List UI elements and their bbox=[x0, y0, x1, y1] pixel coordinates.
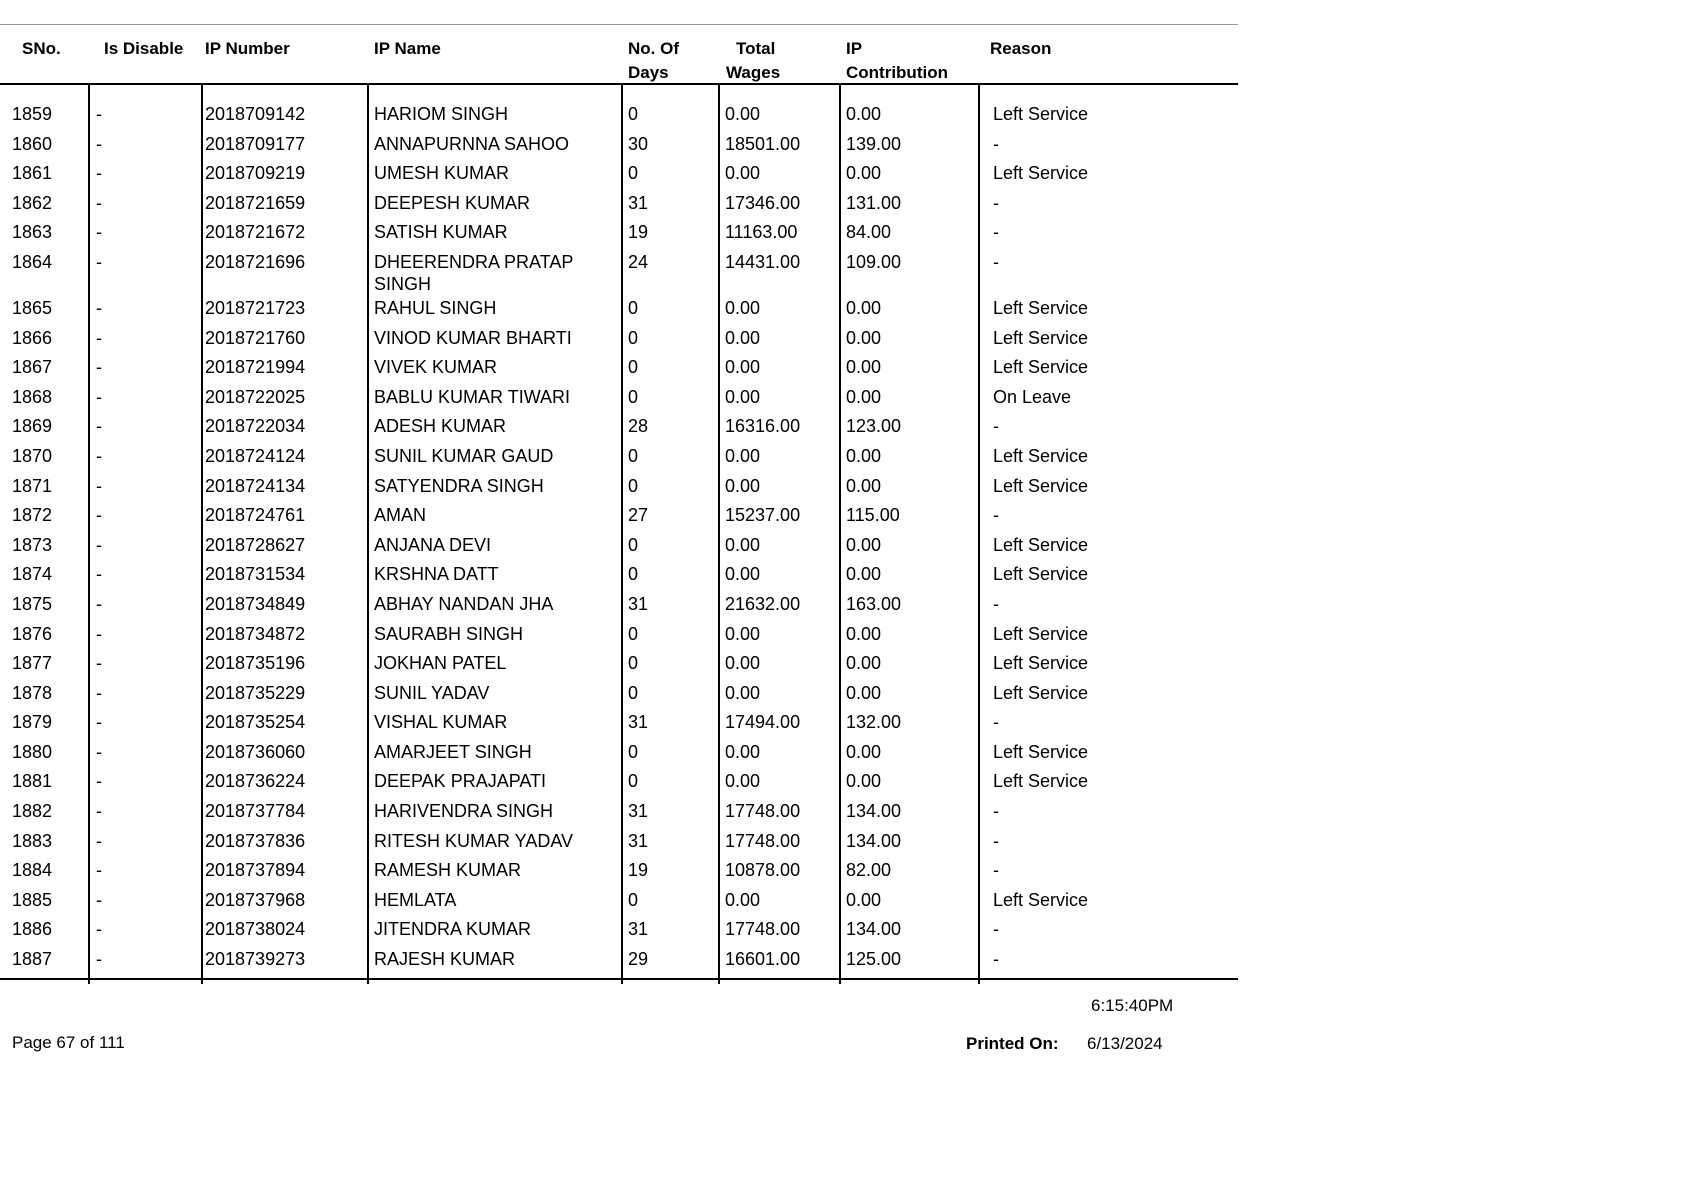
cell-sno: 1860 bbox=[12, 133, 53, 154]
cell-sno: 1867 bbox=[12, 357, 53, 378]
table-row bbox=[0, 162, 1238, 192]
cell-wages: 17748.00 bbox=[725, 919, 801, 940]
cell-contribution: 0.00 bbox=[846, 682, 882, 703]
table-row bbox=[0, 192, 1238, 222]
cell-wages: 10878.00 bbox=[725, 860, 801, 881]
cell-ip-name: VINOD KUMAR BHARTI bbox=[374, 327, 572, 348]
cell-ip-name: RAMESH KUMAR bbox=[374, 860, 522, 881]
cell-days: 0 bbox=[628, 534, 639, 555]
cell-wages: 0.00 bbox=[725, 104, 761, 124]
cell-wages: 0.00 bbox=[725, 653, 761, 674]
cell-contribution: 0.00 bbox=[846, 623, 882, 644]
cell-is-disable: - bbox=[96, 623, 102, 644]
table-row bbox=[0, 504, 1238, 534]
table-row bbox=[0, 221, 1238, 251]
cell-is-disable: - bbox=[96, 357, 102, 378]
cell-sno: 1861 bbox=[12, 163, 53, 184]
cell-ip-number: 2018724124 bbox=[205, 445, 306, 466]
table-row bbox=[0, 623, 1238, 653]
cell-days: 0 bbox=[628, 327, 639, 348]
cell-contribution: 125.00 bbox=[846, 949, 902, 970]
cell-contribution: 139.00 bbox=[846, 133, 902, 154]
cell-reason: Left Service bbox=[993, 357, 1089, 378]
cell-contribution: 163.00 bbox=[846, 593, 902, 614]
table-row bbox=[0, 356, 1238, 386]
cell-wages: 0.00 bbox=[725, 357, 761, 378]
table-row bbox=[0, 711, 1238, 741]
cell-ip-number: 2018724761 bbox=[205, 505, 306, 526]
cell-reason: - bbox=[993, 860, 999, 881]
cell-ip-name: SUNIL YADAV bbox=[374, 682, 490, 703]
header-ip-name: IP Name bbox=[374, 39, 441, 58]
cell-wages: 0.00 bbox=[725, 297, 761, 318]
header-is-disable: Is Disable bbox=[104, 39, 184, 58]
table-row bbox=[0, 652, 1238, 682]
cell-wages: 21632.00 bbox=[725, 593, 801, 614]
cell-reason: Left Service bbox=[993, 163, 1089, 184]
cell-reason: Left Service bbox=[993, 475, 1089, 496]
header-ip-contribution bbox=[846, 25, 948, 85]
cell-days: 31 bbox=[628, 192, 649, 213]
cell-reason: Left Service bbox=[993, 771, 1089, 792]
cell-reason: - bbox=[993, 830, 999, 851]
cell-reason: Left Service bbox=[993, 104, 1089, 124]
cell-sno: 1875 bbox=[12, 593, 53, 614]
cell-sno: 1863 bbox=[12, 222, 53, 243]
cell-sno: 1869 bbox=[12, 416, 53, 437]
header-reason: Reason bbox=[990, 39, 1052, 58]
header-days-line1: No. Of bbox=[628, 39, 679, 58]
printed-on-label: Printed On: bbox=[966, 1034, 1059, 1053]
cell-reason: - bbox=[993, 222, 999, 243]
cell-ip-number: 2018737968 bbox=[205, 889, 306, 910]
cell-days: 0 bbox=[628, 357, 639, 378]
cell-reason: Left Service bbox=[993, 889, 1089, 910]
cell-wages: 0.00 bbox=[725, 445, 761, 466]
cell-wages: 0.00 bbox=[725, 889, 761, 910]
cell-is-disable: - bbox=[96, 133, 102, 154]
cell-days: 0 bbox=[628, 682, 639, 703]
cell-is-disable: - bbox=[96, 593, 102, 614]
cell-sno: 1876 bbox=[12, 623, 53, 644]
cell-sno: 1864 bbox=[12, 251, 53, 272]
cell-days: 28 bbox=[628, 416, 649, 437]
cell-contribution: 132.00 bbox=[846, 712, 902, 733]
cell-days: 24 bbox=[628, 251, 649, 272]
cell-ip-number: 2018721672 bbox=[205, 222, 306, 243]
cell-contribution: 84.00 bbox=[846, 222, 892, 243]
cell-ip-number: 2018734872 bbox=[205, 623, 306, 644]
cell-contribution: 134.00 bbox=[846, 919, 902, 940]
cell-days: 0 bbox=[628, 163, 639, 184]
cell-is-disable: - bbox=[96, 771, 102, 792]
cell-reason: Left Service bbox=[993, 653, 1089, 674]
cell-sno: 1879 bbox=[12, 712, 53, 733]
cell-ip-number: 2018721659 bbox=[205, 192, 306, 213]
cell-contribution: 134.00 bbox=[846, 801, 902, 822]
cell-reason: Left Service bbox=[993, 682, 1089, 703]
cell-reason: - bbox=[993, 801, 999, 822]
cell-ip-name: SUNIL KUMAR GAUD bbox=[374, 445, 554, 466]
cell-days: 0 bbox=[628, 104, 639, 124]
table-row bbox=[0, 682, 1238, 712]
table-row bbox=[0, 475, 1238, 505]
header-days-line2: Days bbox=[628, 63, 669, 82]
cell-wages: 16316.00 bbox=[725, 416, 801, 437]
cell-wages: 0.00 bbox=[725, 534, 761, 555]
cell-ip-name: VIVEK KUMAR bbox=[374, 357, 498, 378]
cell-reason: Left Service bbox=[993, 297, 1089, 318]
cell-contribution: 0.00 bbox=[846, 653, 882, 674]
cell-ip-name: SATYENDRA SINGH bbox=[374, 475, 544, 496]
cell-reason: - bbox=[993, 593, 999, 614]
cell-ip-number: 2018739273 bbox=[205, 949, 306, 970]
cell-sno: 1877 bbox=[12, 653, 53, 674]
cell-reason: - bbox=[993, 949, 999, 970]
cell-sno: 1880 bbox=[12, 741, 53, 762]
cell-days: 0 bbox=[628, 475, 639, 496]
cell-ip-name: HARIOM SINGH bbox=[374, 104, 509, 124]
cell-contribution: 0.00 bbox=[846, 357, 882, 378]
cell-wages: 0.00 bbox=[725, 741, 761, 762]
table-row bbox=[0, 918, 1238, 948]
header-ip-number: IP Number bbox=[205, 39, 290, 58]
cell-ip-name: SAURABH SINGH bbox=[374, 623, 524, 644]
cell-ip-name: AMARJEET SINGH bbox=[374, 741, 532, 762]
cell-days: 0 bbox=[628, 564, 639, 585]
cell-is-disable: - bbox=[96, 860, 102, 881]
cell-sno: 1871 bbox=[12, 475, 53, 496]
table-row bbox=[0, 251, 1238, 297]
cell-ip-number: 2018735196 bbox=[205, 653, 306, 674]
cell-ip-name: HEMLATA bbox=[374, 889, 457, 910]
cell-days: 19 bbox=[628, 222, 649, 243]
cell-is-disable: - bbox=[96, 251, 102, 272]
cell-days: 0 bbox=[628, 653, 639, 674]
cell-wages: 0.00 bbox=[725, 327, 761, 348]
cell-is-disable: - bbox=[96, 163, 102, 184]
cell-ip-number: 2018736060 bbox=[205, 741, 306, 762]
cell-sno: 1872 bbox=[12, 505, 53, 526]
table-row bbox=[0, 103, 1238, 133]
cell-is-disable: - bbox=[96, 222, 102, 243]
cell-ip-name: VISHAL KUMAR bbox=[374, 712, 508, 733]
cell-ip-name: UMESH KUMAR bbox=[374, 163, 510, 184]
cell-ip-number: 2018721723 bbox=[205, 297, 306, 318]
cell-sno: 1878 bbox=[12, 682, 53, 703]
cell-ip-number: 2018724134 bbox=[205, 475, 306, 496]
cell-is-disable: - bbox=[96, 386, 102, 407]
cell-days: 31 bbox=[628, 830, 649, 851]
cell-contribution: 82.00 bbox=[846, 860, 892, 881]
cell-reason: - bbox=[993, 919, 999, 940]
cell-reason: - bbox=[993, 251, 999, 272]
cell-is-disable: - bbox=[96, 297, 102, 318]
cell-contribution: 0.00 bbox=[846, 741, 882, 762]
cell-days: 31 bbox=[628, 712, 649, 733]
cell-ip-name: JOKHAN PATEL bbox=[374, 653, 507, 674]
cell-contribution: 0.00 bbox=[846, 327, 882, 348]
cell-ip-name: ADESH KUMAR bbox=[374, 416, 507, 437]
table-row bbox=[0, 889, 1238, 919]
cell-reason: - bbox=[993, 712, 999, 733]
cell-is-disable: - bbox=[96, 919, 102, 940]
table-row bbox=[0, 859, 1238, 889]
cell-days: 0 bbox=[628, 889, 639, 910]
cell-wages: 14431.00 bbox=[725, 251, 801, 272]
cell-days: 31 bbox=[628, 593, 649, 614]
cell-reason: Left Service bbox=[993, 534, 1089, 555]
cell-contribution: 0.00 bbox=[846, 771, 882, 792]
cell-ip-name: DEEPESH KUMAR bbox=[374, 192, 531, 213]
cell-reason: Left Service bbox=[993, 623, 1089, 644]
page-number: Page 67 of 111 bbox=[12, 1033, 125, 1052]
cell-wages: 0.00 bbox=[725, 475, 761, 496]
cell-sno: 1885 bbox=[12, 889, 53, 910]
cell-days: 0 bbox=[628, 386, 639, 407]
header-no-of-days bbox=[628, 25, 679, 85]
table-row bbox=[0, 563, 1238, 593]
cell-ip-name: ANNAPURNNA SAHOO bbox=[374, 133, 570, 154]
cell-is-disable: - bbox=[96, 564, 102, 585]
cell-wages: 0.00 bbox=[725, 386, 761, 407]
cell-wages: 17494.00 bbox=[725, 712, 801, 733]
cell-days: 30 bbox=[628, 133, 649, 154]
cell-is-disable: - bbox=[96, 949, 102, 970]
cell-reason: - bbox=[993, 192, 999, 213]
cell-ip-number: 2018728627 bbox=[205, 534, 306, 555]
cell-wages: 16601.00 bbox=[725, 949, 801, 970]
cell-is-disable: - bbox=[96, 327, 102, 348]
cell-ip-name: SATISH KUMAR bbox=[374, 222, 508, 243]
table-row bbox=[0, 534, 1238, 564]
table-body bbox=[0, 85, 1238, 980]
cell-days: 19 bbox=[628, 860, 649, 881]
cell-wages: 17748.00 bbox=[725, 801, 801, 822]
cell-ip-number: 2018721696 bbox=[205, 251, 306, 272]
cell-contribution: 115.00 bbox=[846, 505, 900, 526]
header-sno: SNo. bbox=[22, 39, 61, 58]
cell-is-disable: - bbox=[96, 445, 102, 466]
table-row bbox=[0, 800, 1238, 830]
cell-ip-number: 2018721760 bbox=[205, 327, 306, 348]
cell-is-disable: - bbox=[96, 416, 102, 437]
cell-reason: Left Service bbox=[993, 564, 1089, 585]
cell-sno: 1883 bbox=[12, 830, 53, 851]
header-wages-line1: Total bbox=[736, 39, 776, 58]
cell-ip-number: 2018722034 bbox=[205, 416, 306, 437]
table-row bbox=[0, 297, 1238, 327]
cell-ip-number: 2018736224 bbox=[205, 771, 306, 792]
cell-is-disable: - bbox=[96, 801, 102, 822]
cell-contribution: 131.00 bbox=[846, 192, 902, 213]
cell-sno: 1884 bbox=[12, 860, 53, 881]
cell-contribution: 109.00 bbox=[846, 251, 902, 272]
cell-is-disable: - bbox=[96, 534, 102, 555]
cell-reason: - bbox=[993, 416, 999, 437]
header-total-wages bbox=[726, 25, 780, 85]
cell-wages: 17748.00 bbox=[725, 830, 801, 851]
cell-ip-number: 2018721994 bbox=[205, 357, 306, 378]
cell-is-disable: - bbox=[96, 712, 102, 733]
cell-ip-number: 2018734849 bbox=[205, 593, 306, 614]
table-header bbox=[0, 24, 1238, 85]
cell-contribution: 0.00 bbox=[846, 445, 882, 466]
cell-ip-number: 2018737836 bbox=[205, 830, 306, 851]
cell-days: 0 bbox=[628, 445, 639, 466]
cell-days: 31 bbox=[628, 801, 649, 822]
contribution-table bbox=[0, 24, 1238, 980]
cell-days: 31 bbox=[628, 919, 649, 940]
cell-ip-number: 2018735229 bbox=[205, 682, 306, 703]
cell-sno: 1887 bbox=[12, 949, 53, 970]
cell-is-disable: - bbox=[96, 104, 102, 124]
cell-reason: - bbox=[993, 133, 999, 154]
table-row bbox=[0, 741, 1238, 771]
cell-reason: On Leave bbox=[993, 386, 1072, 407]
cell-is-disable: - bbox=[96, 505, 102, 526]
table-row bbox=[0, 133, 1238, 163]
cell-wages: 0.00 bbox=[725, 771, 761, 792]
cell-contribution: 0.00 bbox=[846, 297, 882, 318]
cell-contribution: 0.00 bbox=[846, 104, 882, 124]
cell-is-disable: - bbox=[96, 682, 102, 703]
cell-contribution: 0.00 bbox=[846, 386, 882, 407]
cell-reason: Left Service bbox=[993, 445, 1089, 466]
cell-days: 0 bbox=[628, 297, 639, 318]
cell-ip-number: 2018722025 bbox=[205, 386, 306, 407]
cell-sno: 1873 bbox=[12, 534, 53, 555]
cell-sno: 1886 bbox=[12, 919, 53, 940]
cell-ip-number: 2018709177 bbox=[205, 133, 306, 154]
cell-ip-name: RITESH KUMAR YADAV bbox=[374, 830, 574, 851]
cell-days: 27 bbox=[628, 505, 649, 526]
cell-is-disable: - bbox=[96, 889, 102, 910]
cell-ip-number: 2018737894 bbox=[205, 860, 306, 881]
cell-ip-name: DHEERENDRA PRATAP SINGH bbox=[374, 251, 574, 294]
table-row bbox=[0, 770, 1238, 800]
cell-contribution: 0.00 bbox=[846, 889, 882, 910]
cell-sno: 1862 bbox=[12, 192, 53, 213]
cell-wages: 0.00 bbox=[725, 564, 761, 585]
cell-ip-name: HARIVENDRA SINGH bbox=[374, 801, 554, 822]
cell-wages: 17346.00 bbox=[725, 192, 801, 213]
cell-ip-name: RAJESH KUMAR bbox=[374, 949, 516, 970]
cell-reason: Left Service bbox=[993, 741, 1089, 762]
header-wages-line2: Wages bbox=[726, 63, 781, 82]
cell-ip-number: 2018735254 bbox=[205, 712, 306, 733]
table-row bbox=[0, 386, 1238, 416]
cell-ip-name: BABLU KUMAR TIWARI bbox=[374, 386, 571, 407]
cell-sno: 1882 bbox=[12, 801, 53, 822]
cell-sno: 1870 bbox=[12, 445, 53, 466]
table-row bbox=[0, 327, 1238, 357]
cell-days: 29 bbox=[628, 949, 649, 970]
cell-contribution: 0.00 bbox=[846, 534, 882, 555]
cell-contribution: 134.00 bbox=[846, 830, 902, 851]
cell-reason: - bbox=[993, 505, 999, 526]
cell-is-disable: - bbox=[96, 653, 102, 674]
cell-days: 0 bbox=[628, 623, 639, 644]
cell-ip-name: KRSHNA DATT bbox=[374, 564, 499, 585]
cell-ip-number: 2018709219 bbox=[205, 163, 306, 184]
cell-wages: 0.00 bbox=[725, 623, 761, 644]
cell-wages: 11163.00 bbox=[725, 222, 798, 243]
cell-sno: 1874 bbox=[12, 564, 53, 585]
table-row bbox=[0, 593, 1238, 623]
cell-sno: 1859 bbox=[12, 104, 53, 124]
header-contrib-line1: IP bbox=[846, 39, 863, 58]
cell-contribution: 0.00 bbox=[846, 163, 882, 184]
printed-time: 6:15:40PM bbox=[1091, 996, 1174, 1015]
cell-wages: 0.00 bbox=[725, 682, 761, 703]
cell-ip-name: DEEPAK PRAJAPATI bbox=[374, 771, 547, 792]
cell-wages: 18501.00 bbox=[725, 133, 801, 154]
cell-is-disable: - bbox=[96, 192, 102, 213]
cell-sno: 1866 bbox=[12, 327, 53, 348]
cell-days: 0 bbox=[628, 741, 639, 762]
cell-ip-number: 2018731534 bbox=[205, 564, 306, 585]
cell-ip-number: 2018709142 bbox=[205, 104, 306, 124]
cell-ip-name: JITENDRA KUMAR bbox=[374, 919, 532, 940]
cell-ip-name: ABHAY NANDAN JHA bbox=[374, 593, 554, 614]
printed-date: 6/13/2024 bbox=[1087, 1034, 1163, 1053]
table-row bbox=[0, 415, 1238, 445]
table-row bbox=[0, 445, 1238, 475]
cell-days: 0 bbox=[628, 771, 639, 792]
cell-ip-name: AMAN bbox=[374, 505, 427, 526]
cell-ip-name: ANJANA DEVI bbox=[374, 534, 492, 555]
cell-sno: 1868 bbox=[12, 386, 53, 407]
header-contrib-line2: Contribution bbox=[846, 63, 948, 82]
cell-ip-name: RAHUL SINGH bbox=[374, 297, 497, 318]
cell-ip-number: 2018737784 bbox=[205, 801, 306, 822]
cell-reason: Left Service bbox=[993, 327, 1089, 348]
cell-is-disable: - bbox=[96, 830, 102, 851]
cell-contribution: 0.00 bbox=[846, 564, 882, 585]
cell-wages: 15237.00 bbox=[725, 505, 801, 526]
cell-ip-number: 2018738024 bbox=[205, 919, 306, 940]
cell-is-disable: - bbox=[96, 475, 102, 496]
cell-contribution: 0.00 bbox=[846, 475, 882, 496]
cell-contribution: 123.00 bbox=[846, 416, 902, 437]
cell-wages: 0.00 bbox=[725, 163, 761, 184]
table-row bbox=[0, 830, 1238, 860]
table-row bbox=[0, 948, 1238, 978]
cell-sno: 1865 bbox=[12, 297, 53, 318]
cell-is-disable: - bbox=[96, 741, 102, 762]
cell-sno: 1881 bbox=[12, 771, 53, 792]
